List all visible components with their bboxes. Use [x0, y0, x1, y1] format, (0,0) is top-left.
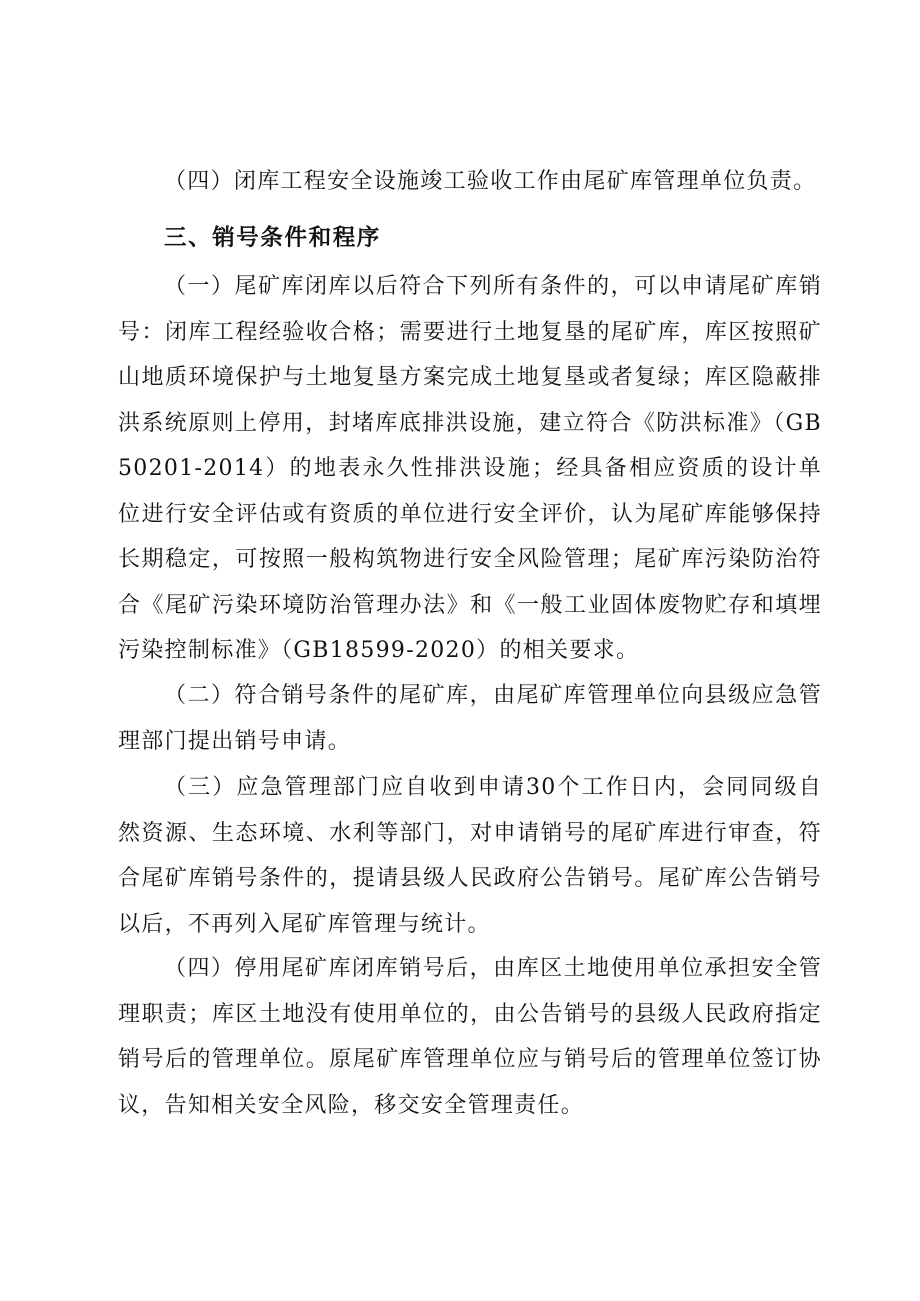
paragraph-post-cancellation-management: （四）停用尾矿库闭库销号后，由库区土地使用单位承担安全管理职责；库区土地没有使用单位的，由公告销号的县级人民政府指定销号后的管理单位。原尾矿库管理单位应与销号后的管理单位签订协议，告知相关安全风险，移交安全管理责任。 — [118, 956, 822, 1118]
paragraph-cancellation-application: （二）符合销号条件的尾矿库，由尾矿库管理单位向县级应急管理部门提出销号申请。 — [118, 683, 822, 754]
paragraph-cancellation-review: （三）应急管理部门应自收到申请30个工作日内，会同同级自然资源、生态环境、水利等部门，对申请销号的尾矿库进行审查，符合尾矿库销号条件的，提请县级人民政府公告销号。尾矿库公告销号以后，不再列入尾矿库管理与统计。 — [118, 775, 822, 937]
paragraph-closure-acceptance: （四）闭库工程安全设施竣工验收工作由尾矿库管理单位负责。 — [164, 169, 817, 194]
paragraph-cancellation-conditions: （一）尾矿库闭库以后符合下列所有条件的，可以申请尾矿库销号：闭库工程经验收合格；需要进行土地复垦的尾矿库，库区按照矿山地质环境保护与土地复垦方案完成土地复垦或者复绿；库区隐蔽排洪系统原则上停用，封堵库底排洪设施，建立符合《防洪标准》（GB50201-2014）的地表永久性排洪设施；经具备相应资质的设计单位进行安全评估或有资质的单位进行安全评价，认为尾矿库能够保持长期稳定，可按照一般构筑物进行安全风险管理；尾矿库污染防治符合《尾矿污染环境防治管理办法》和《一般工业固体废物贮存和填埋污染控制标准》（GB18599-2020）的相关要求。 — [118, 274, 822, 663]
section-heading: 三、销号条件和程序 — [164, 225, 381, 251]
